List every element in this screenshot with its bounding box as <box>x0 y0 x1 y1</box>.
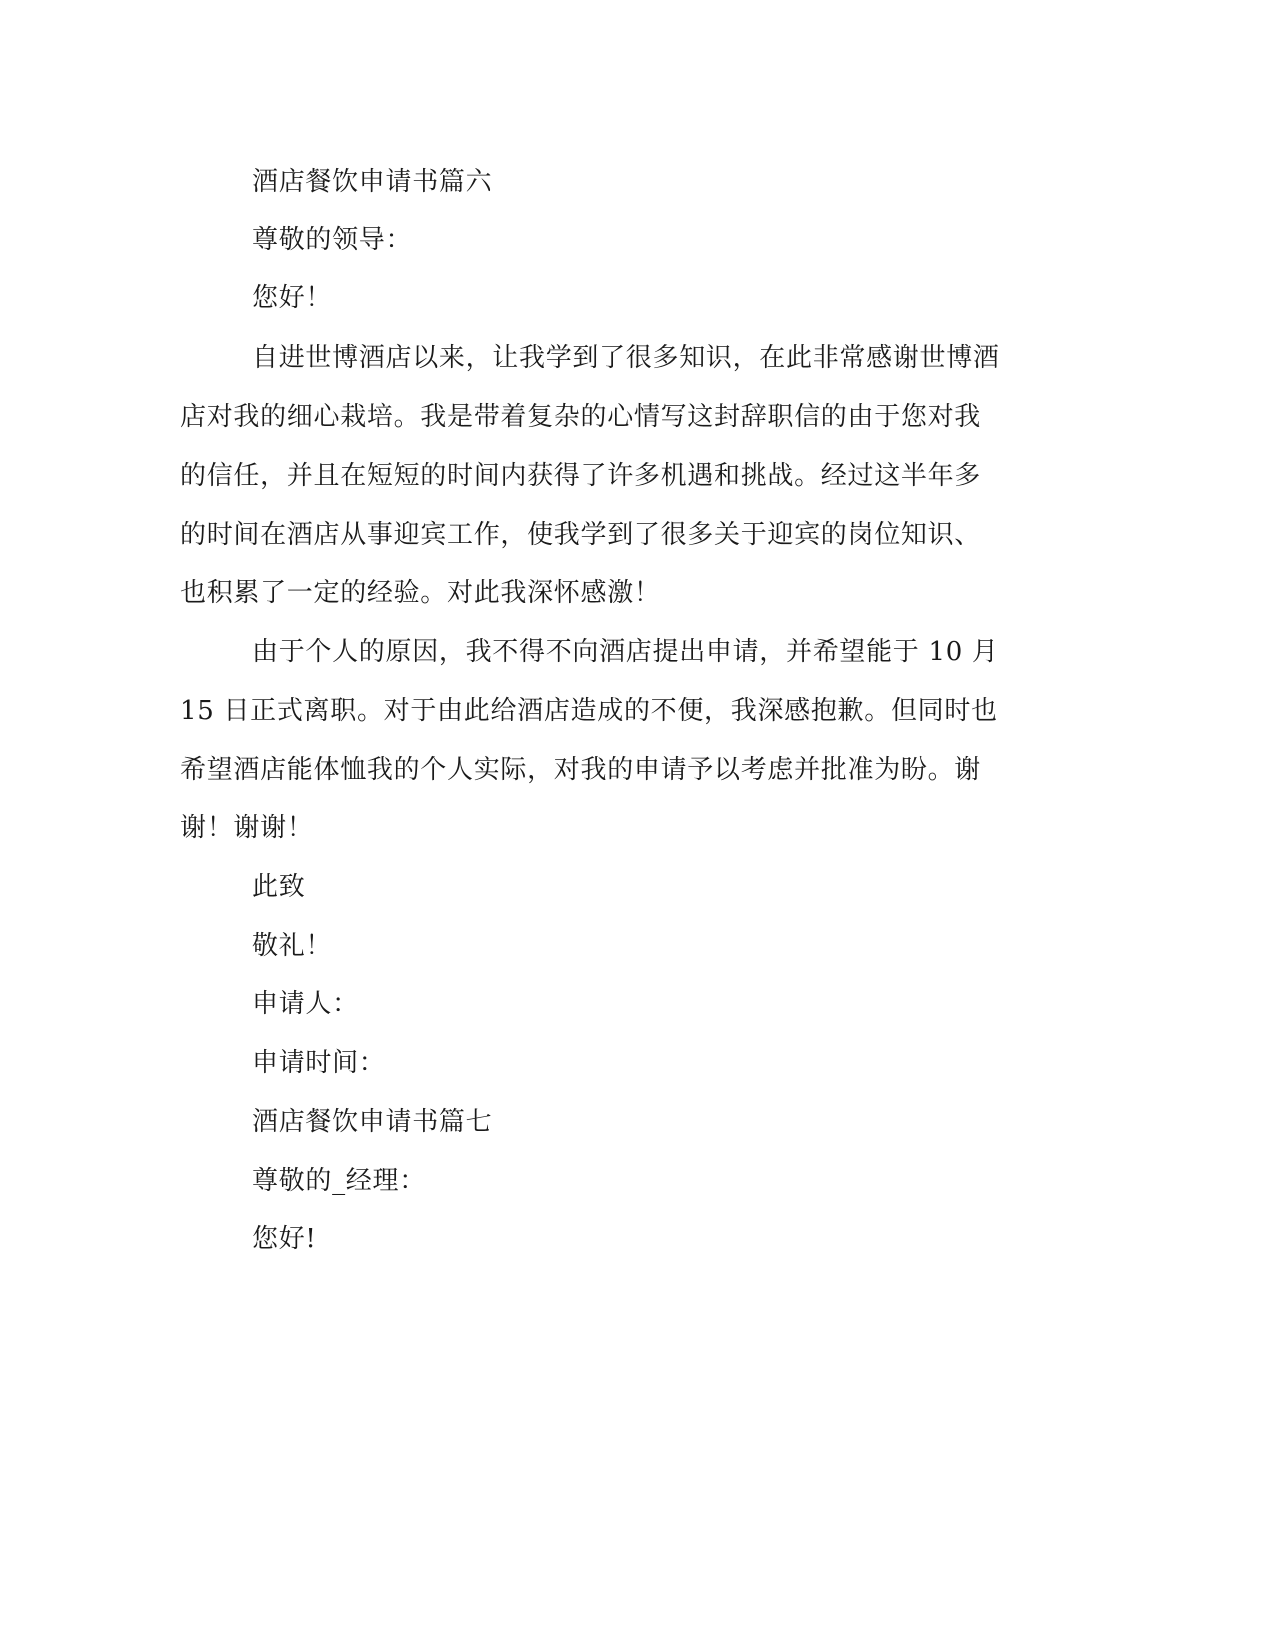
closing-salute: 敬礼！ <box>252 931 333 961</box>
paragraph-1-line-4: 的时间在酒店从事迎宾工作，使我学到了很多关于迎宾的岗位知识、 <box>180 520 982 550</box>
paragraph-1-line-3: 的信任，并且在短短的时间内获得了许多机遇和挑战。经过这半年多 <box>180 461 982 491</box>
section-title-six: 酒店餐饮申请书篇六 <box>252 167 493 197</box>
application-date-label: 申请时间： <box>252 1048 386 1078</box>
greeting-second: 您好! <box>252 1224 317 1254</box>
paragraph-1-line-1: 自进世博酒店以来，让我学到了很多知识，在此非常感谢世博酒 <box>252 343 1000 373</box>
paragraph-2-line-1: 由于个人的原因，我不得不向酒店提出申请，并希望能于 10 月 <box>252 637 999 667</box>
paragraph-2-line-4: 谢！谢谢！ <box>180 813 314 843</box>
salutation-leader: 尊敬的领导： <box>252 225 413 255</box>
paragraph-2-line-2: 15 日正式离职。对于由此给酒店造成的不便，我深感抱歉。但同时也 <box>180 696 998 726</box>
paragraph-1-line-5: 也积累了一定的经验。对此我深怀感激！ <box>180 578 661 608</box>
paragraph-2-line-3: 希望酒店能体恤我的个人实际，对我的申请予以考虑并批准为盼。谢 <box>180 755 982 785</box>
applicant-label: 申请人： <box>252 989 359 1019</box>
paragraph-1-line-2: 店对我的细心栽培。我是带着复杂的心情写这封辞职信的由于您对我 <box>180 402 982 432</box>
section-title-seven: 酒店餐饮申请书篇七 <box>252 1107 493 1137</box>
greeting: 您好！ <box>252 283 333 313</box>
salutation-manager: 尊敬的_经理： <box>252 1166 426 1196</box>
closing-phrase: 此致 <box>252 872 306 902</box>
